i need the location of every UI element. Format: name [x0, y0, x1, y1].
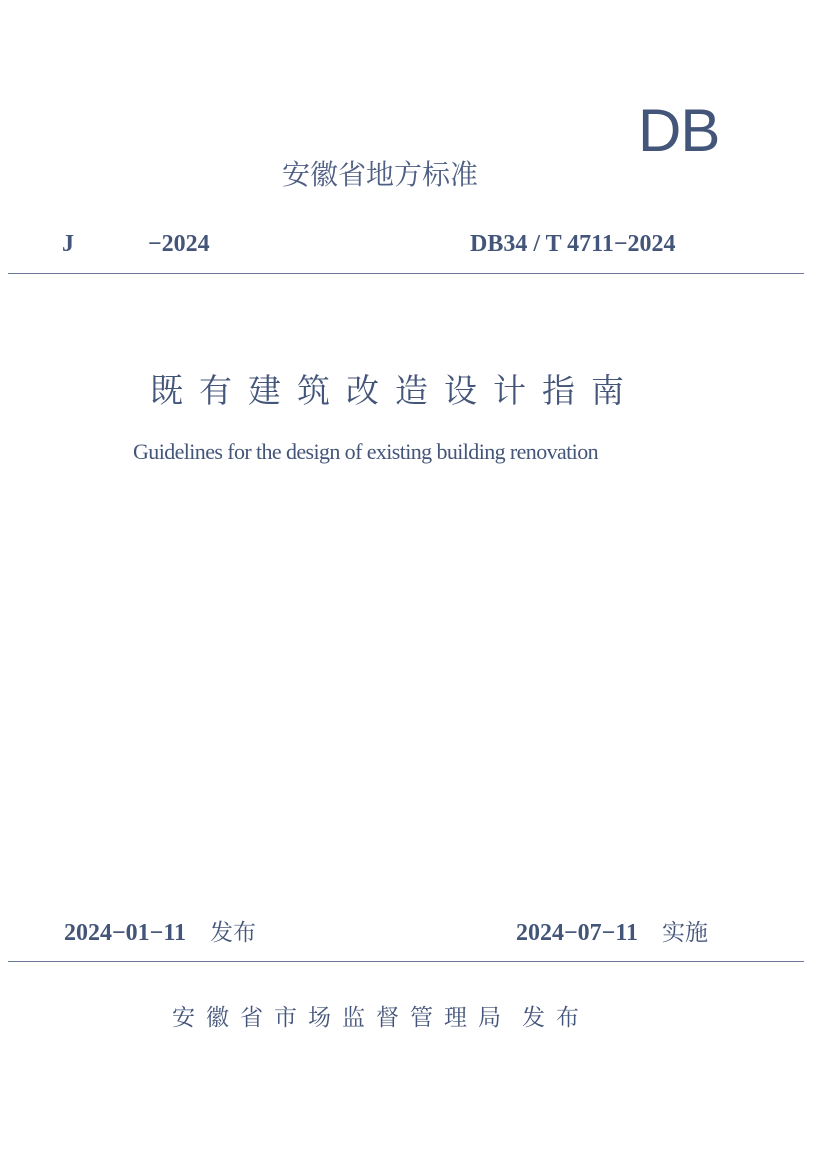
implementation-date: 2024−07−11: [516, 920, 639, 946]
standard-type-heading: 安徽省地方标准: [282, 158, 479, 191]
db-logo: DB: [638, 97, 720, 164]
issuer-name: 安徽省市场监督管理局: [172, 1005, 512, 1031]
bottom-divider: [8, 961, 804, 962]
issuer-label: 发布: [522, 1005, 590, 1031]
issue-date-block: [64, 918, 256, 948]
top-divider: [8, 273, 804, 274]
issuer-line: [172, 1000, 590, 1036]
filing-year: −2024: [148, 231, 210, 257]
document-title-chinese: 既有建筑改造设计指南: [150, 371, 640, 410]
document-title-english: Guidelines for the design of existing building renovation: [133, 439, 598, 464]
implementation-label: 实施: [662, 920, 709, 946]
issue-date: 2024−01−11: [64, 920, 187, 946]
issue-label: 发布: [210, 920, 257, 946]
implementation-date-block: [516, 918, 708, 948]
standard-number: DB34 / T 4711−2024: [470, 231, 676, 257]
filing-prefix: J: [62, 231, 74, 257]
